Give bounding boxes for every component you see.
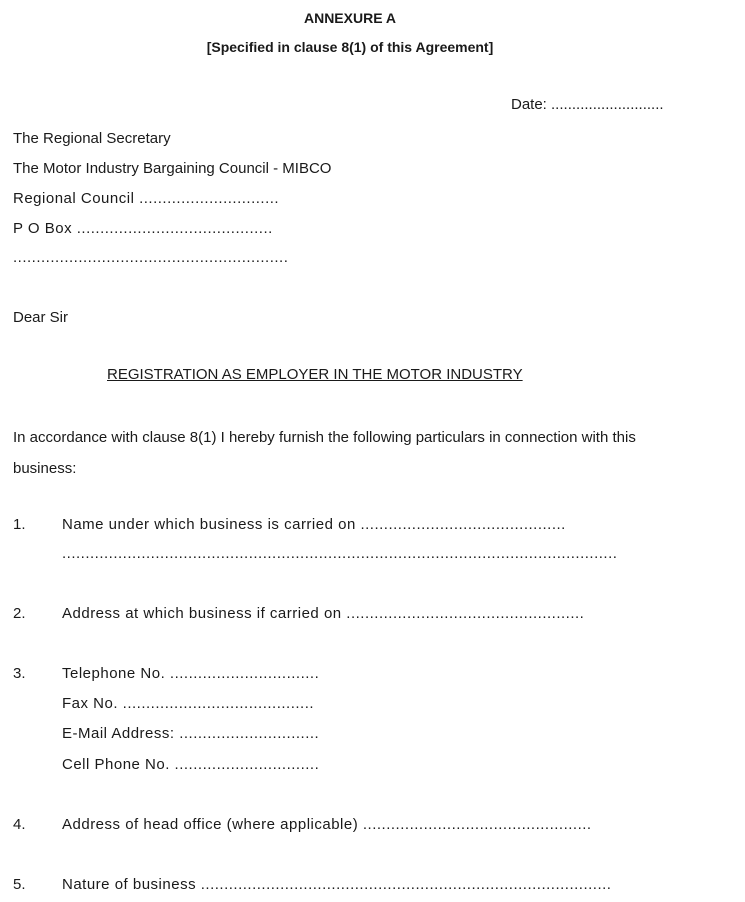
item-head-office: Address of head office (where applicable) ................................................. bbox=[62, 816, 592, 833]
subject-heading: REGISTRATION AS EMPLOYER IN THE MOTOR INDUSTRY bbox=[107, 366, 523, 383]
item-cell-phone: Cell Phone No. ............................... bbox=[62, 756, 320, 773]
item-number: 2. bbox=[13, 605, 26, 622]
item-business-name: Name under which business is carried on ............................................ bbox=[62, 516, 566, 533]
item-number: 5. bbox=[13, 876, 26, 893]
item-business-address: Address at which business if carried on ................................................... bbox=[62, 605, 585, 622]
item-fax: Fax No. ......................................... bbox=[62, 695, 315, 712]
item-number: 3. bbox=[13, 665, 26, 682]
addressee-blank-line: ........................................................... bbox=[13, 249, 289, 266]
addressee-regional-council: Regional Council .............................. bbox=[13, 190, 280, 207]
annexure-title: ANNEXURE A bbox=[303, 10, 397, 26]
item-email: E-Mail Address: .............................. bbox=[62, 725, 320, 742]
annexure-subtitle: [Specified in clause 8(1) of this Agreement] bbox=[206, 39, 494, 55]
addressee-line-1: The Regional Secretary bbox=[13, 130, 171, 147]
item-nature-of-business: Nature of business ........................................................................................ bbox=[62, 876, 612, 893]
item-telephone: Telephone No. ................................ bbox=[62, 665, 320, 682]
item-number: 4. bbox=[13, 816, 26, 833]
addressee-po-box: P O Box .......................................... bbox=[13, 220, 273, 237]
item-number: 1. bbox=[13, 516, 26, 533]
intro-paragraph: In accordance with clause 8(1) I hereby furnish the following particulars in connection with this business: bbox=[13, 429, 636, 477]
item-business-name-continuation: ....................................................................................................................... bbox=[62, 545, 618, 562]
salutation: Dear Sir bbox=[13, 309, 69, 326]
date-line: Date: ........................... bbox=[511, 96, 664, 113]
addressee-line-2: The Motor Industry Bargaining Council - MIBCO bbox=[13, 160, 332, 177]
